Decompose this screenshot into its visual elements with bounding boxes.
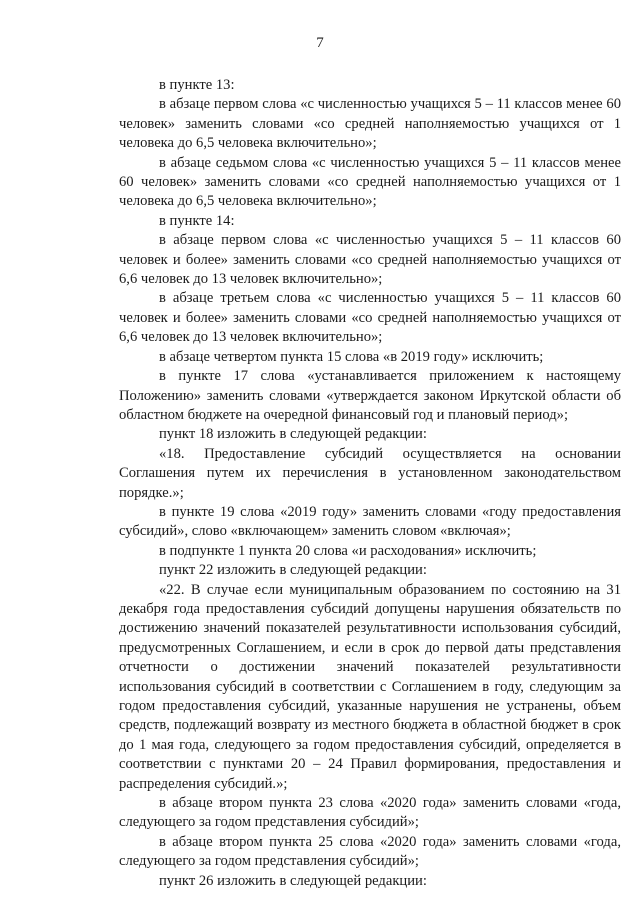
paragraph-item-14-heading: в пункте 14: <box>159 212 235 229</box>
paragraph-item-20: в подпункте 1 пункта 20 слова «и расходования» исключить; <box>159 542 537 559</box>
paragraph-item-22-text: «22. В случае если муниципальным образованием по состоянию на 31 декабря года предоставления субсидий допущены нарушения обязательств по достижению значений показателей результативности использования субсидий, предусмотренных Соглашением, и если в срок до первой даты представления отчетности о достижении значений показателей результативности использования субсидий в соответствии с Соглашением в году, следующим за годом предоставления субсидий, указанные нарушения не устранены, объем средств, подлежащий возврату из местного бюджета в областной бюджет в срок до 1 мая года, следующего за годом предоставления субсидий, определяется в соответствии с пунктами 20 – 24 Правил формирования, предоставления и распределения субсидий.»; <box>119 581 621 792</box>
paragraph-item-18-text: «18. Предоставление субсидий осуществляется на основании Соглашения путем их перечисления в установленном законодательством порядке.»; <box>119 445 621 501</box>
paragraph-item-23: в абзаце втором пункта 23 слова «2020 года» заменить словами «года, следующего за годом представления субсидий»; <box>119 795 621 831</box>
paragraph-item-17: в пункте 17 слова «устанавливается приложением к настоящему Положению» заменить словами «утверждается законом Иркутской области об областном бюджете на очередной финансовый год и плановый период»; <box>119 368 621 423</box>
paragraph-item-14-third: в абзаце третьем слова «с численностью учащихся 5 – 11 классов 60 человек и более» заменить словами «со средней наполняемостью учащихся от 6,6 человек до 13 человек включительно»; <box>119 290 621 346</box>
paragraph-item-18-heading: пункт 18 изложить в следующей редакции: <box>159 426 427 443</box>
paragraph-item-13-first: в абзаце первом слова «с численностью учащихся 5 – 11 классов менее 60 человек» заменить словами «со средней наполняемостью учащихся от 1 человека до 6,5 человека включительно»; <box>119 96 621 152</box>
paragraph-item-13-heading: в пункте 13: <box>159 77 235 93</box>
paragraph-item-14-first: в абзаце первом слова «с численностью учащихся 5 – 11 классов 60 человек и более» заменить словами «со средней наполняемостью учащихся от 6,6 человек до 13 человек включительно»; <box>119 232 621 288</box>
paragraph-item-25: в абзаце втором пункта 25 слова «2020 года» заменить словами «года, следующего за годом представления субсидий»; <box>119 833 621 870</box>
document-body <box>119 76 621 891</box>
paragraph-item-26-heading: пункт 26 изложить в следующей редакции: <box>159 872 427 889</box>
page-number: 7 <box>316 35 324 51</box>
paragraph-item-13-seventh: в абзаце седьмом слова «с численностью учащихся 5 – 11 классов менее 60 человек» заменить словами «со средней наполняемостью учащихся от 1 человека до 6,5 человека включительно»; <box>119 154 621 210</box>
paragraph-item-15: в абзаце четвертом пункта 15 слова «в 2019 году» исключить; <box>159 348 544 365</box>
paragraph-item-22-heading: пункт 22 изложить в следующей редакции: <box>159 562 427 579</box>
paragraph-item-19: в пункте 19 слова «2019 году» заменить словами «году предоставления субсидий», слово «включающем» заменить словом «включая»; <box>119 503 621 540</box>
